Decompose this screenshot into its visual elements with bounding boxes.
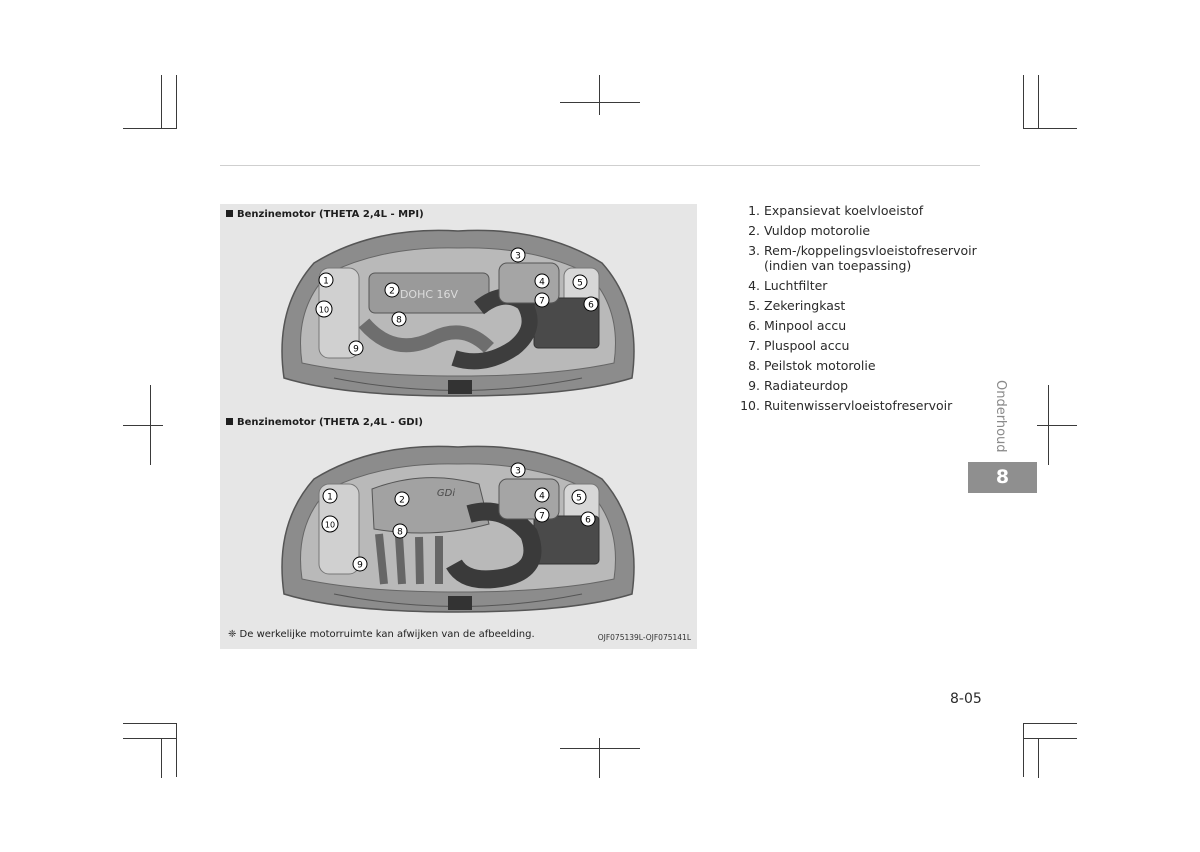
crop-mark	[176, 75, 177, 129]
list-item	[740, 278, 977, 293]
list-item	[740, 243, 977, 273]
crop-mark	[1038, 738, 1039, 778]
list-item	[740, 338, 977, 353]
crop-mark	[123, 128, 177, 129]
list-item	[740, 378, 977, 393]
crop-mark	[161, 75, 162, 129]
chapter-tab: 8	[968, 462, 1037, 493]
callout-9-gdi: 9	[357, 560, 363, 571]
list-item-label: Minpool accu	[764, 318, 847, 333]
figure-title-gdi-text: Benzinemotor (THETA 2,4L - GDI)	[237, 417, 423, 428]
list-item-label: Luchtfilter	[764, 278, 828, 293]
list-item	[740, 398, 977, 413]
figure-note: ❈ De werkelijke motorruimte kan afwijken van de afbeelding.	[228, 629, 535, 640]
list-item	[740, 358, 977, 373]
list-item-label: Peilstok motorolie	[764, 358, 876, 373]
callout-3-mpi: 3	[515, 251, 521, 262]
engine-figure-panel	[220, 204, 697, 649]
callout-4-mpi: 4	[539, 277, 545, 288]
section-side-label-text: Onderhoud	[993, 380, 1008, 453]
list-item-number: 7.	[748, 338, 760, 353]
page-number: 8-05	[950, 691, 982, 707]
bullet-square-icon	[226, 210, 233, 217]
header-rule	[220, 165, 980, 166]
list-item	[740, 298, 977, 313]
list-item	[740, 318, 977, 333]
list-item	[740, 203, 977, 218]
callout-2-mpi: 2	[389, 286, 395, 297]
list-item-label: Pluspool accu	[764, 338, 850, 353]
callout-3-gdi: 3	[515, 466, 521, 477]
list-item-label: Rem-/koppelingsvloeistofreservoir	[764, 243, 977, 258]
section-side-label	[994, 380, 1010, 460]
callout-7-mpi: 7	[539, 296, 545, 307]
callout-8-gdi: 8	[397, 527, 403, 538]
engine-illustration-mpi	[274, 228, 642, 403]
crop-mark	[560, 102, 640, 103]
crop-mark	[1023, 723, 1024, 777]
list-item-number: 10.	[740, 398, 760, 413]
list-item-number: 9.	[748, 378, 760, 393]
callout-2-gdi: 2	[399, 495, 405, 506]
bullet-square-icon	[226, 418, 233, 425]
callout-1-gdi: 1	[327, 492, 333, 503]
callout-7-gdi: 7	[539, 511, 545, 522]
crop-mark	[1023, 75, 1024, 129]
crop-mark	[1037, 425, 1077, 426]
callout-6-mpi: 6	[588, 300, 594, 311]
callout-1-mpi: 1	[323, 276, 329, 287]
list-item-label-secondary: (indien van toepassing)	[764, 258, 912, 273]
crop-mark	[599, 738, 600, 778]
callout-9-mpi: 9	[353, 344, 359, 355]
list-item-number: 8.	[748, 358, 760, 373]
list-item-number: 2.	[748, 223, 760, 238]
list-item-label: Ruitenwisservloeistofreservoir	[764, 398, 953, 413]
crop-mark	[1038, 75, 1039, 129]
crop-mark	[150, 385, 151, 465]
list-item-label: Expansievat koelvloeistof	[764, 203, 924, 218]
list-item-number: 5.	[748, 298, 760, 313]
crop-mark	[123, 738, 177, 739]
figure-code: OJF075139L-OJF075141L	[597, 633, 691, 642]
crop-mark	[123, 425, 163, 426]
callout-6-gdi: 6	[585, 515, 591, 526]
callout-5-mpi: 5	[577, 278, 583, 289]
crop-mark	[1023, 723, 1077, 724]
figure-title-gdi	[226, 417, 423, 428]
engine-illustration-gdi	[274, 444, 642, 619]
parts-list	[740, 203, 977, 418]
engine-cover-text-mpi: DOHC 16V	[399, 288, 459, 301]
crop-mark	[1048, 385, 1049, 465]
list-item-label: Zekeringkast	[764, 298, 846, 313]
list-item-label: Vuldop motorolie	[764, 223, 871, 238]
figure-title-mpi-text: Benzinemotor (THETA 2,4L - MPI)	[237, 209, 424, 220]
crop-mark	[1023, 128, 1077, 129]
list-item-number: 1.	[748, 203, 760, 218]
list-item-label: Radiateurdop	[764, 378, 849, 393]
callout-10-mpi: 10	[318, 305, 330, 315]
callout-5-gdi: 5	[576, 493, 582, 504]
list-item-number: 3.	[748, 243, 760, 258]
list-item-number: 6.	[748, 318, 760, 333]
figure-title-mpi	[226, 209, 424, 220]
crop-mark	[176, 723, 177, 777]
crop-mark	[1023, 738, 1077, 739]
engine-cover-text-gdi: GDi	[436, 488, 456, 499]
crop-mark	[161, 738, 162, 778]
callout-4-gdi: 4	[539, 491, 545, 502]
crop-mark	[560, 748, 640, 749]
callout-10-gdi: 10	[324, 520, 336, 530]
callout-8-mpi: 8	[396, 315, 402, 326]
list-item	[740, 223, 977, 238]
list-item-number: 4.	[748, 278, 760, 293]
crop-mark	[599, 75, 600, 115]
crop-mark	[123, 723, 177, 724]
